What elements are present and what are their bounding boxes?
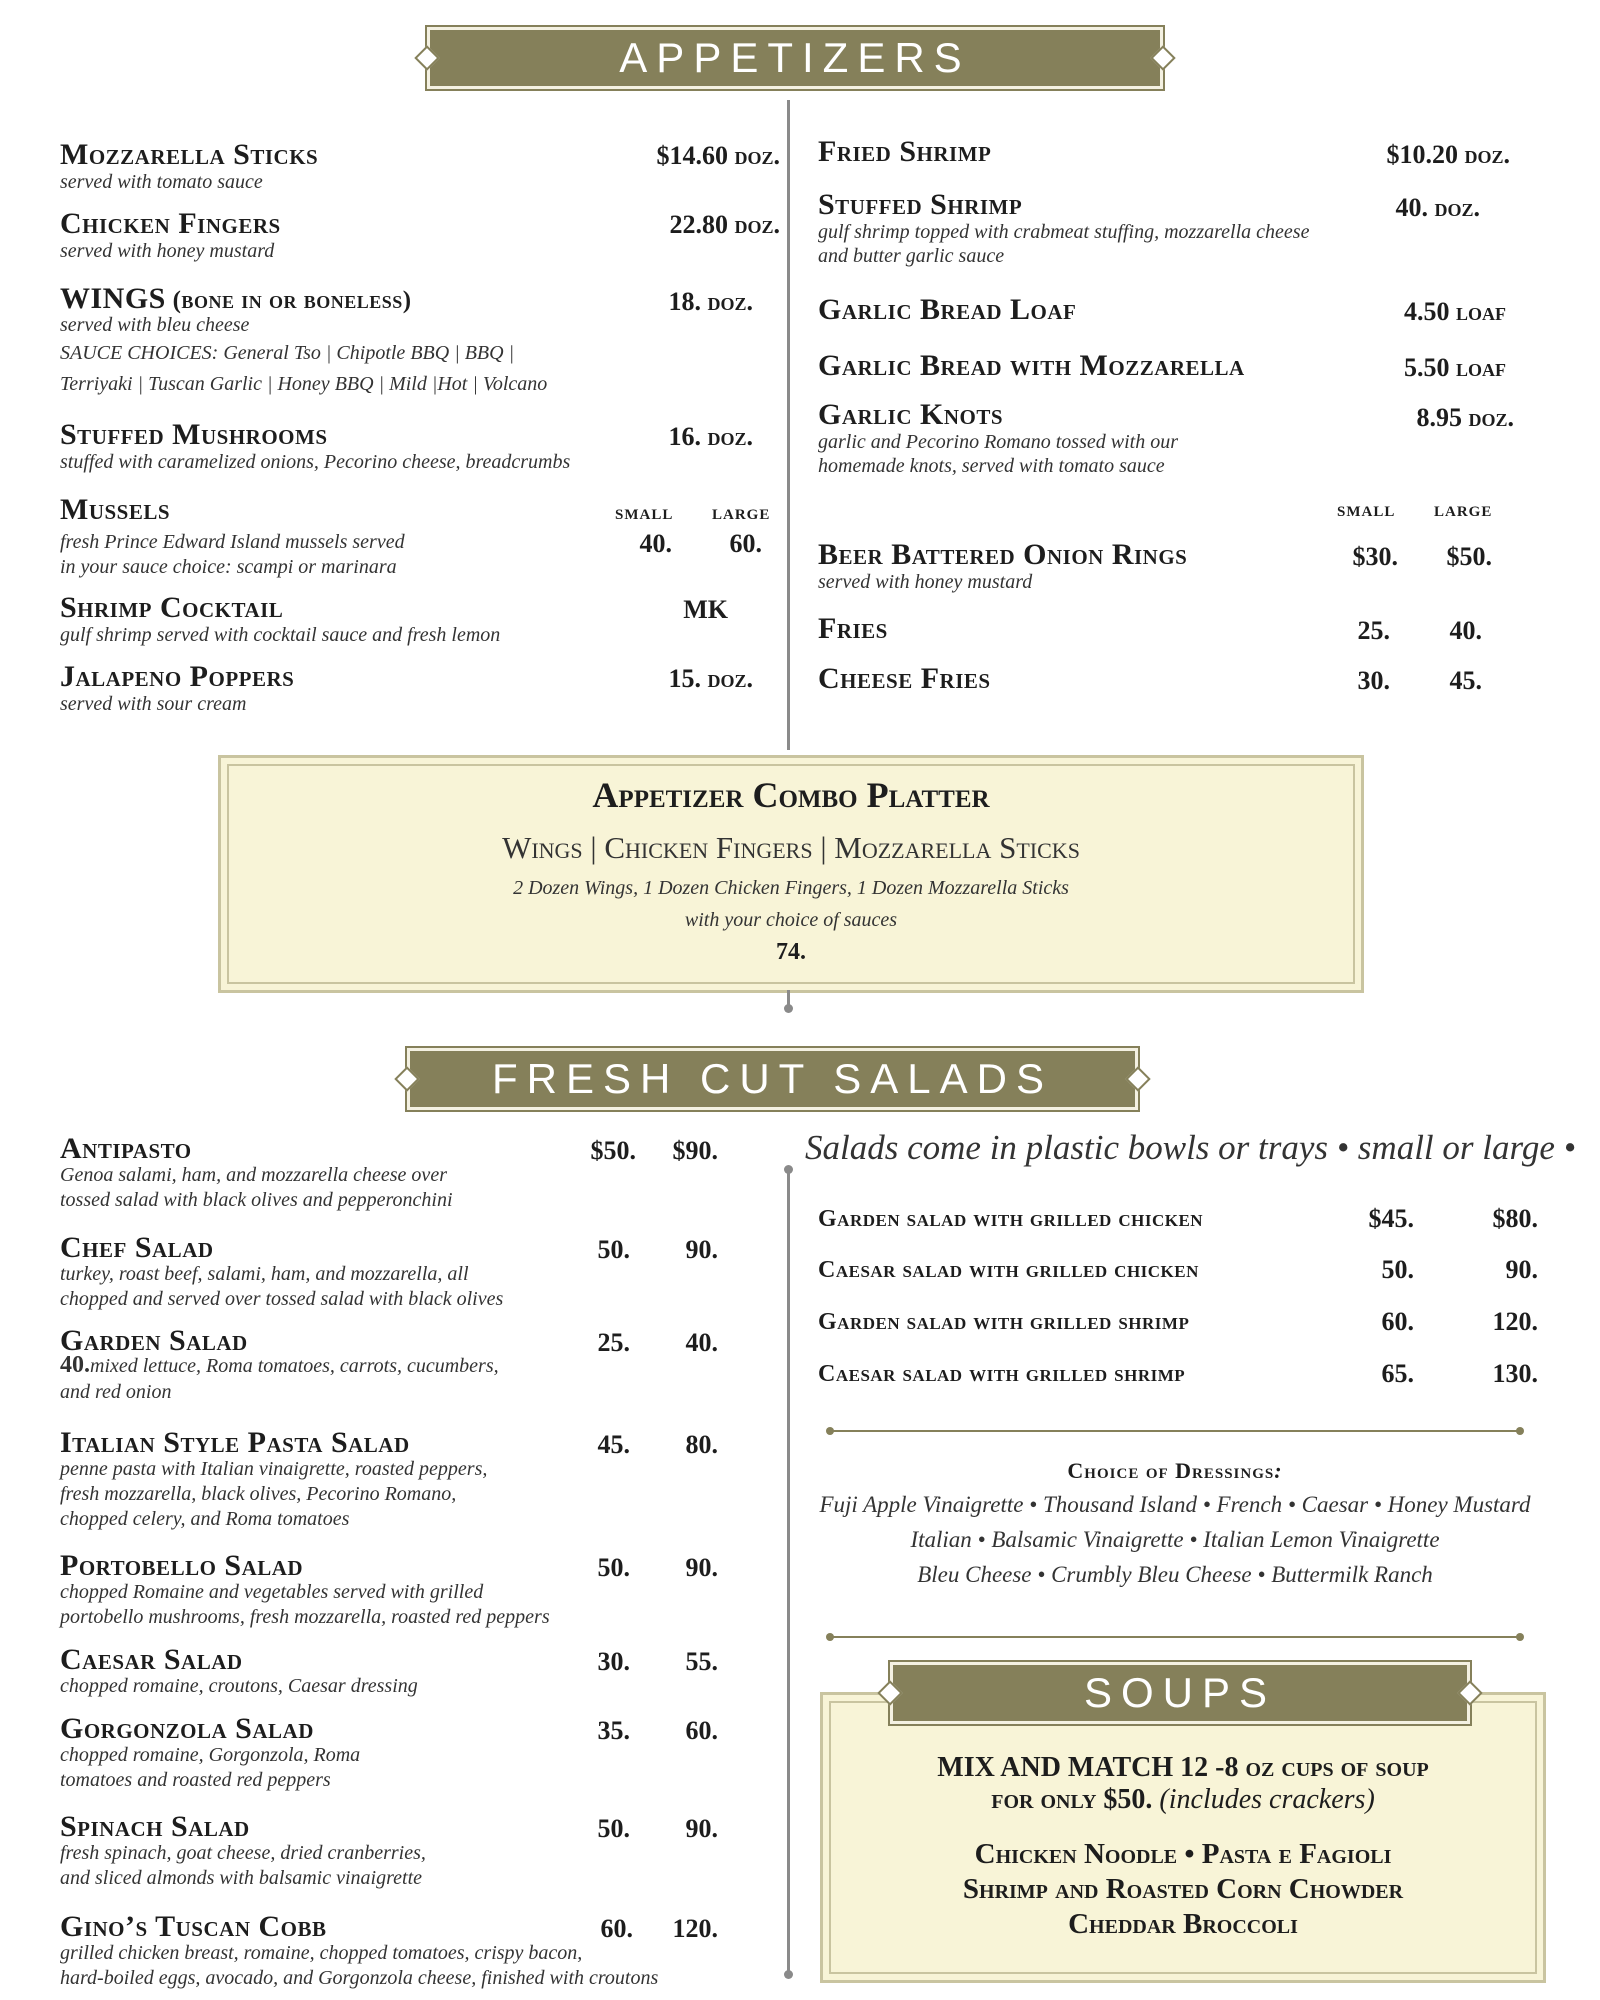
- salad-price-small: 60.: [600, 1914, 633, 1943]
- item-desc: fresh Prince Edward Island mussels served: [60, 531, 405, 553]
- soups-line2: [820, 1786, 1546, 1814]
- appetizers-banner: [425, 25, 1165, 91]
- salad-desc: turkey, roast beef, salami, ham, and mozzarella, all: [60, 1263, 469, 1285]
- item-desc: served with tomato sauce: [60, 171, 263, 193]
- soups-item-line1: Chicken Noodle • Pasta e Fagioli: [974, 1838, 1392, 1870]
- item-price: $10.20 doz.: [1386, 140, 1510, 169]
- item-price: $14.60 doz.: [656, 141, 780, 170]
- item-desc: and butter garlic sauce: [818, 245, 1005, 267]
- salad-price-large: $80.: [1492, 1204, 1538, 1233]
- item-chicken-fingers: Chicken Fingers: [60, 207, 281, 240]
- salad-desc: chopped romaine, Gorgonzola, Roma: [60, 1744, 361, 1766]
- salad-desc: chopped and served over tossed salad with black olives: [60, 1288, 504, 1310]
- salad-price-small: 50.: [597, 1553, 630, 1582]
- salad-caesar-chicken: Caesar salad with grilled chicken: [818, 1257, 1199, 1283]
- item-price: 16. doz.: [668, 422, 753, 451]
- item-price: 40. doz.: [1395, 193, 1480, 222]
- salad-desc: chopped Romaine and vegetables served with grilled: [60, 1581, 484, 1603]
- item-price: 18. doz.: [668, 287, 753, 316]
- salad-price-large: $90.: [672, 1136, 718, 1165]
- soups-banner: [888, 1660, 1472, 1726]
- salad-price-small: $50.: [590, 1136, 636, 1165]
- item-wings: [60, 284, 412, 314]
- salad-price-small: 50.: [597, 1235, 630, 1264]
- item-price-small: $30.: [1352, 542, 1398, 571]
- combo-price: 74.: [776, 939, 806, 965]
- soups-crackers-note: (includes crackers): [1159, 1784, 1375, 1815]
- salad-desc: penne pasta with Italian vinaigrette, roasted peppers,: [60, 1458, 488, 1480]
- salad-desc: fresh spinach, goat cheese, dried cranberries,: [60, 1842, 426, 1864]
- appetizers-heading: APPETIZERS: [619, 34, 971, 81]
- salad-portobello: Portobello Salad: [60, 1549, 304, 1582]
- item-fries: Fries: [818, 612, 888, 645]
- salad-price-large: 90.: [685, 1235, 718, 1264]
- item-mozzarella-sticks: Mozzarella Sticks: [60, 138, 319, 171]
- salad-price-small: 45.: [597, 1430, 630, 1459]
- salad-spinach: Spinach Salad: [60, 1810, 250, 1843]
- salad-price-large: 80.: [685, 1430, 718, 1459]
- divider-end-dot: [784, 1970, 793, 1979]
- salad-price-large: 90.: [685, 1553, 718, 1582]
- sauce-choices-line1: SAUCE CHOICES: General Tso | Chipotle BBQ | BBQ |: [60, 342, 515, 364]
- salad-price-small: 25.: [597, 1328, 630, 1357]
- item-shrimp-cocktail: Shrimp Cocktail: [60, 591, 284, 624]
- size-header-large: large: [712, 500, 771, 524]
- salad-price-small: 65.: [1381, 1359, 1414, 1388]
- item-desc: served with sour cream: [60, 693, 247, 715]
- salad-desc: and sliced almonds with balsamic vinaigrette: [60, 1867, 423, 1889]
- salad-garden: Garden Salad: [60, 1324, 248, 1357]
- salad-desc: Genoa salami, ham, and mozzarella cheese over: [60, 1164, 447, 1186]
- dressings-title: [805, 1460, 1545, 1482]
- item-price: 8.95 doz.: [1416, 403, 1514, 432]
- salad-price-large: 120.: [672, 1914, 718, 1943]
- item-desc: gulf shrimp topped with crabmeat stuffing, mozzarella cheese: [818, 221, 1310, 243]
- wings-suffix: (bone in or boneless): [165, 287, 412, 314]
- salad-price-large: 120.: [1492, 1307, 1538, 1336]
- salad-desc: chopped celery, and Roma tomatoes: [60, 1508, 350, 1530]
- salad-price-small: 35.: [597, 1716, 630, 1745]
- item-desc: served with bleu cheese: [60, 314, 250, 336]
- combo-title: Appetizer Combo Platter: [592, 775, 990, 815]
- item-fried-shrimp: Fried Shrimp: [818, 135, 992, 168]
- salad-tuscan-cobb: Gino’s Tuscan Cobb: [60, 1910, 327, 1943]
- combo-desc-line1: 2 Dozen Wings, 1 Dozen Chicken Fingers, 1 Dozen Mozzarella Sticks: [513, 877, 1069, 899]
- item-desc: homemade knots, served with tomato sauce: [818, 455, 1165, 477]
- soups-item-line3: Cheddar Broccoli: [1068, 1908, 1298, 1940]
- dressings-title-text: Choice of Dressings: [1067, 1458, 1275, 1483]
- dressings-colon: :: [1274, 1458, 1283, 1483]
- salad-price-small: 60.: [1381, 1307, 1414, 1336]
- salad-price-large: 90.: [685, 1814, 718, 1843]
- salad-price-large: 60.: [685, 1716, 718, 1745]
- item-price-small: 40.: [639, 529, 672, 558]
- salad-price-large: 130.: [1492, 1359, 1538, 1388]
- combo-subtitle: Wings | Chicken Fingers | Mozzarella Sticks: [502, 830, 1080, 865]
- salad-pasta: Italian Style Pasta Salad: [60, 1426, 410, 1459]
- garden-desc-prefix: 40.: [60, 1352, 90, 1378]
- item-price: MK: [683, 595, 728, 624]
- item-jalapeno-poppers: Jalapeno Poppers: [60, 660, 295, 693]
- item-garlic-bread-mozzarella: Garlic Bread with Mozzarella: [818, 349, 1245, 382]
- salad-desc: and red onion: [60, 1381, 172, 1403]
- salad-price-small: 30.: [597, 1647, 630, 1676]
- salad-price-small: $45.: [1368, 1204, 1414, 1233]
- dressings-rule-top: [830, 1430, 1520, 1432]
- item-mussels: Mussels: [60, 493, 171, 526]
- item-price: 5.50 loaf: [1403, 353, 1506, 382]
- salad-desc: tomatoes and roasted red peppers: [60, 1769, 331, 1791]
- soups-heading: SOUPS: [1083, 1669, 1277, 1716]
- item-onion-rings: Beer Battered Onion Rings: [818, 538, 1188, 571]
- salad-garden-chicken: Garden salad with grilled chicken: [818, 1206, 1204, 1232]
- salad-desc: grilled chicken breast, romaine, chopped tomatoes, crispy bacon,: [60, 1942, 583, 1964]
- center-divider-bottom: [787, 1170, 790, 1972]
- salad-price-large: 40.: [685, 1328, 718, 1357]
- item-price: 4.50 loaf: [1403, 297, 1506, 326]
- dressings-rule-bottom: [830, 1636, 1520, 1638]
- salad-caesar: Caesar Salad: [60, 1643, 243, 1676]
- size-header-small: small: [615, 500, 674, 524]
- item-price-large: 45.: [1449, 666, 1482, 695]
- item-price-large: $50.: [1446, 542, 1492, 571]
- salads-note: Salads come in plastic bowls or trays • small or large •: [805, 1128, 1576, 1167]
- item-desc: served with honey mustard: [818, 571, 1033, 593]
- salad-desc: fresh mozzarella, black olives, Pecorino Romano,: [60, 1483, 457, 1505]
- soups-item-line2: Shrimp and Roasted Corn Chowder: [962, 1873, 1404, 1905]
- salad-desc: portobello mushrooms, fresh mozzarella, roasted red peppers: [60, 1606, 550, 1628]
- item-price-small: 25.: [1357, 616, 1390, 645]
- salad-desc: hard-boiled eggs, avocado, and Gorgonzola cheese, finished with croutons: [60, 1967, 659, 1989]
- item-stuffed-mushrooms: Stuffed Mushrooms: [60, 418, 328, 451]
- connector-dot: [784, 1004, 793, 1013]
- salad-price-small: 50.: [1381, 1255, 1414, 1284]
- dressings-line1: Fuji Apple Vinaigrette • Thousand Island • French • Caesar • Honey Mustard: [819, 1492, 1531, 1517]
- item-desc: in your sauce choice: scampi or marinara: [60, 556, 397, 578]
- salad-desc: [60, 1353, 499, 1379]
- center-divider-top: [787, 100, 790, 750]
- wings-name: WINGS: [60, 282, 166, 315]
- salad-desc: tossed salad with black olives and pepperonchini: [60, 1189, 453, 1211]
- salad-chef: Chef Salad: [60, 1231, 214, 1264]
- item-garlic-knots: Garlic Knots: [818, 398, 1004, 431]
- salad-price-large: 55.: [685, 1647, 718, 1676]
- salads-banner: [405, 1046, 1140, 1112]
- salad-antipasto: Antipasto: [60, 1132, 192, 1165]
- soups-line1: MIX AND MATCH 12 -8 oz cups of soup: [937, 1752, 1429, 1783]
- item-price-small: 30.: [1357, 666, 1390, 695]
- item-cheese-fries: Cheese Fries: [818, 662, 991, 695]
- item-stuffed-shrimp: Stuffed Shrimp: [818, 188, 1023, 221]
- item-price: 15. doz.: [668, 664, 753, 693]
- size-header-small: small: [1337, 497, 1396, 521]
- salad-desc: chopped romaine, croutons, Caesar dressing: [60, 1675, 418, 1697]
- item-price: 22.80 doz.: [669, 210, 780, 239]
- salads-heading: FRESH CUT SALADS: [492, 1055, 1053, 1102]
- dressings-line2: Italian • Balsamic Vinaigrette • Italian Lemon Vinaigrette: [910, 1527, 1440, 1552]
- item-desc: gulf shrimp served with cocktail sauce and fresh lemon: [60, 624, 501, 646]
- salad-caesar-shrimp: Caesar salad with grilled shrimp: [818, 1361, 1186, 1387]
- salad-price-small: 50.: [597, 1814, 630, 1843]
- item-desc: served with honey mustard: [60, 240, 275, 262]
- salad-garden-shrimp: Garden salad with grilled shrimp: [818, 1309, 1190, 1335]
- salad-gorgonzola: Gorgonzola Salad: [60, 1712, 314, 1745]
- size-header-large: large: [1434, 497, 1493, 521]
- salad-price-large: 90.: [1505, 1255, 1538, 1284]
- soups-price-text: for only $50.: [991, 1784, 1153, 1815]
- item-price-large: 60.: [729, 529, 762, 558]
- item-garlic-bread-loaf: Garlic Bread Loaf: [818, 293, 1077, 326]
- item-price-large: 40.: [1449, 616, 1482, 645]
- item-desc: stuffed with caramelized onions, Pecorino cheese, breadcrumbs: [60, 451, 571, 473]
- item-desc: garlic and Pecorino Romano tossed with our: [818, 431, 1178, 453]
- garden-desc-line1: mixed lettuce, Roma tomatoes, carrots, cucumbers,: [90, 1355, 499, 1377]
- dressings-line3: Bleu Cheese • Crumbly Bleu Cheese • Buttermilk Ranch: [917, 1562, 1433, 1587]
- combo-desc-line2: with your choice of sauces: [684, 909, 898, 931]
- sauce-choices-line2: Terriyaki | Tuscan Garlic | Honey BBQ | Mild |Hot | Volcano: [60, 373, 548, 395]
